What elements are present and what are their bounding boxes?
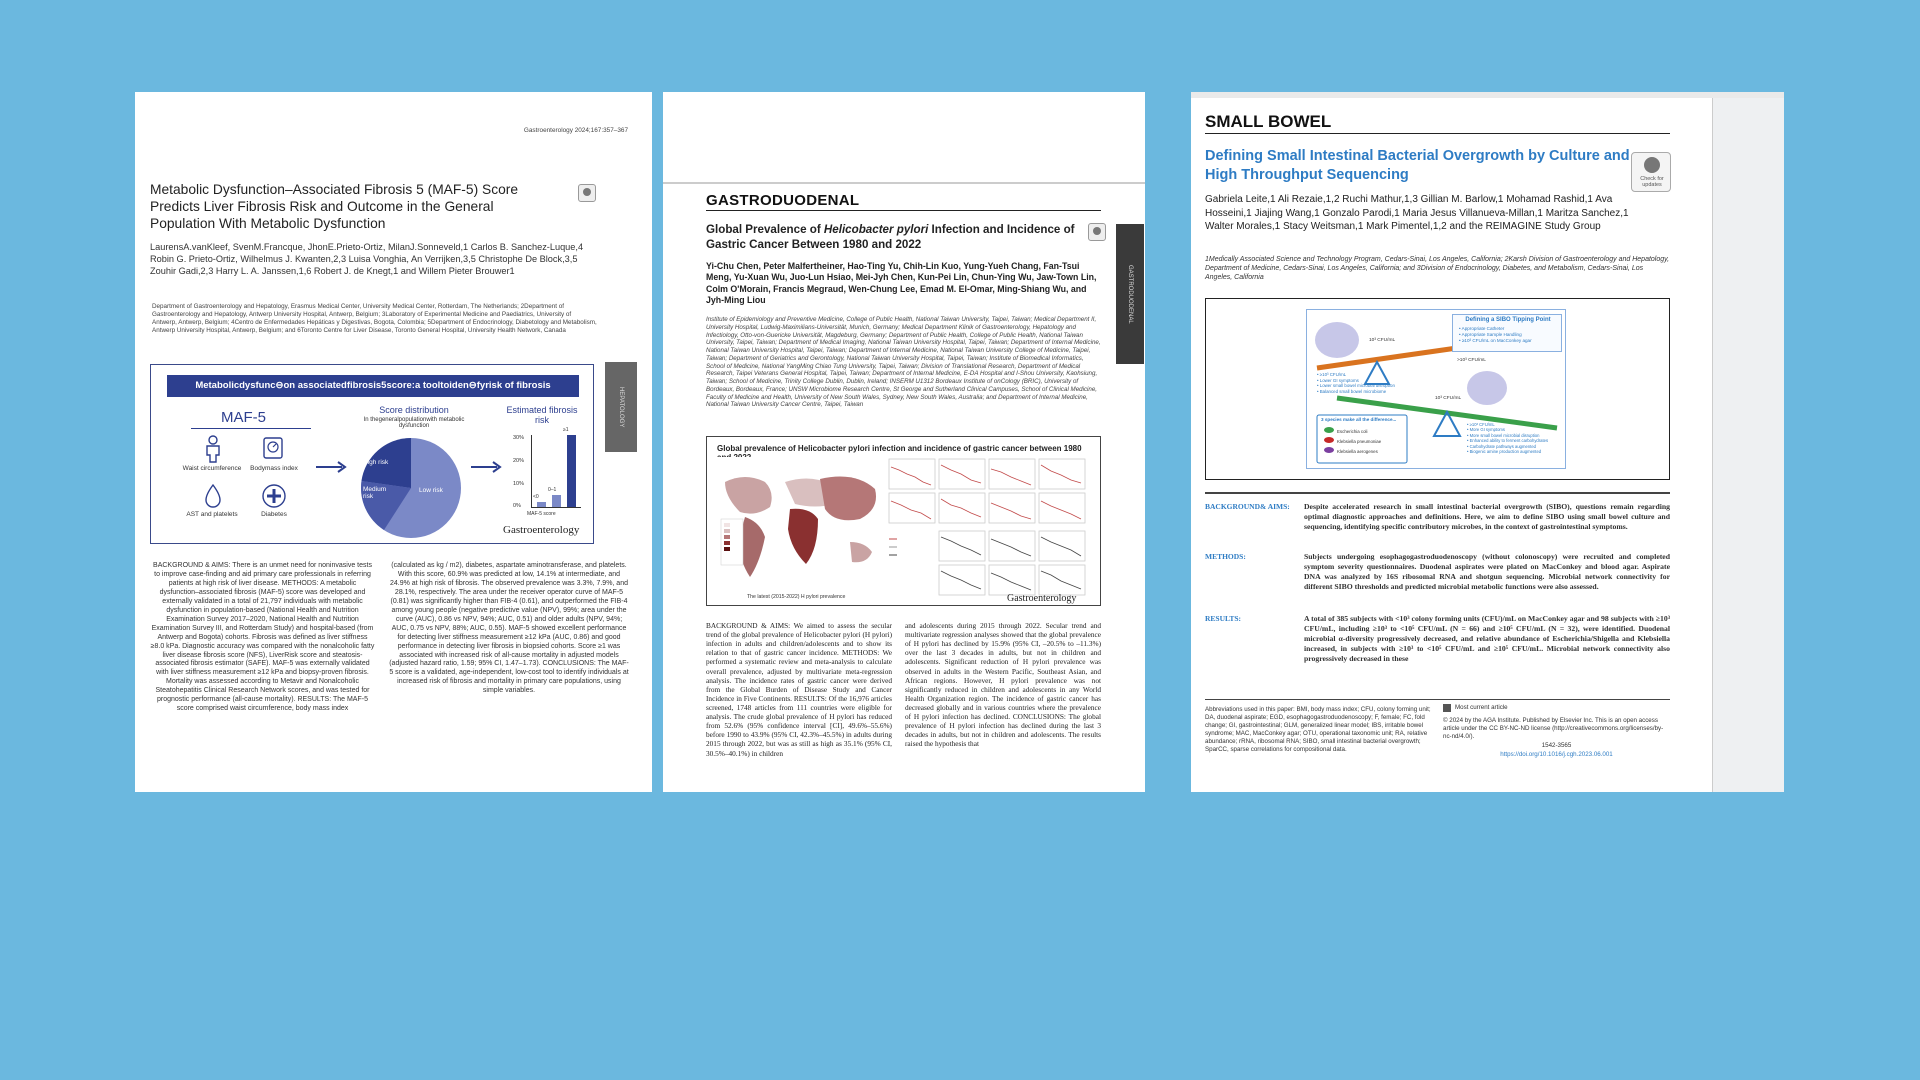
- page-top-strip: [1191, 92, 1784, 98]
- species-title: 3 species make all the difference...: [1321, 417, 1397, 422]
- left-bullet: • ≥10³ CFU/mL: [1317, 372, 1347, 377]
- paper-page-sibo[interactable]: [1191, 92, 1784, 792]
- risk-bar-label: ≥1: [563, 427, 569, 433]
- figure-journal-logo: Gastroenterology: [1007, 593, 1077, 604]
- methods-text: Subjects undergoing esophagogastroduodenoscopy (without colonoscopy) were recruited and completed symptom severity questionnaires. Duodenal aspirates were plated on MacConkey and blood agar. Aspirate DNA was analyzed by 16S ribosomal RNA and shotgun sequencing. Microbial network connectivity for different SIBO thresholds and predicted microbial metabolic functions were also assessed.: [1304, 552, 1670, 591]
- affiliations: Institute of Epidemiology and Preventive Medicine, College of Public Health, National Taiwan University, Taipei, Taiwan; Medical Department II, University Hospital, Ludwig-Maximilians-Universität, Munich, Germany; Medical Department Klinik of Gastroenterology, Hepatology and Infectiology, Otto-von-Guericke Universität, Magdeburg, Germany; Department of Public Health, College of Public Health, National Taiwan University, Taipei, Taiwan; Department of Medical Imaging, National Taiwan University Hospital, Taipei, Taiwan; Department of Internal Medicine, National Taiwan University Hospital, Taipei, Taiwan; Department of Internal Medicine, National Taiwan University College of Medicine, Taipei, Taiwan; Department of Geriatrics and Gerontology, National Taiwan University Hospital, Taipei, Taiwan; Institute of Biomedical Informatics, School of Medicine, National YangMing Chiao Tung University, Taipei, Taiwan; Division of Translational Research, Department of Medical Research, Taipei Veterans General Hospital, Taipei, Taiwan; Department of Internal Medicine, E-DA Hospital and I-Shou University, Kaohsiung, Taiwan; School of Medicine, Trinity College Dublin, Dublin, Ireland; INSERM U1312 Bordeaux Institute of onCology (BRIC), University of Bordeaux, Bordeaux, France; UNSW Microbiome Research Centre, St George and Sutherland Clinical Campuses, School of Clinical Medicine, Faculty of Medicine and Health, University of New South Wales, Sydney, New South Wales, Australia; and Department of Internal Medicine, National Taiwan University Cancer Centre, Taipei, Taiwan: [706, 316, 1101, 409]
- divider: [191, 428, 311, 429]
- affiliations: Department of Gastroenterology and Hepatology, Erasmus Medical Center, University Medical Center, Rotterdam, The Netherlands; 2Department of Gastroenterology and Hepatology, Antwerp University Hospital, Antwerp, Belgium; 3Laboratory of Experimental Medicine and Paediatrics, University of Antwerp, Antwerp, Belgium; 4Centro de Enfermedades Hepáticas y Digestivas, Bogota, Colombia; 5Department of Endocrinology, Diabetology and Metabolism, Antwerp University Hospital, Antwerp, Belgium; and 6Toronto Centre for Liver Disease, Toronto General Hospital, University Health Network, Canada: [152, 303, 597, 334]
- gastroduodenal-side-tab: GASTRODUODENAL: [1116, 224, 1144, 364]
- figure-title: Global prevalence of Helicobacter pylori infection and incidence of gastric cancer between 1980: [717, 444, 1082, 453]
- copyright: © 2024 by the AGA Institute. Published by Elsevier Inc. This is an open access article under the CC BY-NC-ND license (http://creativecommons.org/licenses/by-nc-nd/4.0/).: [1443, 717, 1664, 740]
- abstract-column-right: (calculated as kg / m2), diabetes, aspartate aminotransferase, and platelets. With this score, 60.9% was predicted at low, 14.1% at intermediate, and 24.9% at high risk of fibrosis. The observed prevalence was 3.3%, 7.9%, and 28.1%, respectively. The area under the receiver operator curve of MAF-5 (0.81) was significantly higher than FIB-4 (0.61), and outperformed the FIB-4 among young people (negative predictive value (NPV), 99%; area under the curve (AUC), 0.86 vs NPV, 94%; AUC, 0.51) and older adults (NPV, 94%; AUC, 0.75 vs NPV, 88%; AUC, 0.55). MAF-5 showed excellent performance for detecting liver stiffness measurement ≥12 kPa (AUC, 0.86) and good performance in detecting liver fibrosis in biopsied cohorts. Score ≥1 was associated with increased risk of all-cause mortality in adjusted models (adjusted hazard ratio, 1.59; 95% CI, 1.47–1.73). CONCLUSIONS: The MAF-5 score is a validated, age-independent, low-cost tool to identify individuals at increased risk of fibrosis and mortality in primary care populations, using simple variables.: [389, 562, 629, 695]
- right-bullet: • Biogenic amine production augmented: [1467, 448, 1542, 454]
- hepatology-side-tab: HEPATOLOGY: [605, 362, 637, 452]
- right-bullet: • ≥10³ CFU/mL: [1467, 422, 1495, 427]
- tipping-item: • Appropriate Catheter: [1459, 326, 1505, 331]
- figure-inner: [1306, 309, 1566, 469]
- tipping-items: [1459, 326, 1532, 344]
- medium-risk-label: Medium risk: [363, 486, 387, 500]
- check-updates-icon[interactable]: [1088, 223, 1106, 241]
- right-bullet: • More GI symptoms: [1467, 427, 1505, 433]
- footer-rule: [1205, 699, 1670, 700]
- y-tick: 20%: [513, 458, 525, 464]
- bmi-label: Bodymass index: [250, 465, 298, 472]
- risk-bar: [537, 502, 546, 507]
- issn: 1542-3565: [1541, 742, 1572, 749]
- species-item: Klebsiella pneumoniae: [1337, 438, 1382, 444]
- mid-threshold-label: 10³ CFU/mL: [1435, 396, 1462, 401]
- trend-panels: [887, 457, 1095, 602]
- methods-label: METHODS:: [1205, 552, 1246, 561]
- risk-bar-label: 0–1: [548, 487, 557, 493]
- y-tick: 0%: [513, 503, 521, 509]
- ast-label: AST and platelets: [186, 511, 238, 518]
- author-list: Gabriela Leite,1 Ali Rezaie,1,2 Ruchi Mathur,1,3 Gillian M. Barlow,1 Mohamad Rashid,1 Ava Hosseini,1 Jiajing Wang,1 Gonzalo Parodi,1 Maria Jesus Villanueva-Millan,1 Maritza Sanchez,1 Walter Morales,1 Stacy Weitsman,1 Mark Pimentel,1,2 and the REIMAGINE Study Group: [1205, 194, 1629, 232]
- right-bullet: • More small bowel microbial disruption: [1467, 432, 1540, 438]
- results-text: A total of 385 subjects with <10³ colony forming units (CFU)/mL on MacConkey agar and 98 subjects with ≥10³ CFU/mL, including ≥10³ to <10⁵ CFU/mL (N = 66) and ≥10⁵ CFU/mL (N = 32), were identified. Duodenal microbial α-diversity progressively decreased, and relative abundance of Escherichia/Shigella and Klebsiella increased, in subjects with ≥10³ to <10⁵ CFU/mL and ≥10⁵ CFU/mL. Microbial network connectivity also progressively decreased in these: [1304, 614, 1670, 663]
- check-updates-label: Check for updates: [1640, 176, 1664, 189]
- waist-label: Waist circumference: [182, 465, 242, 472]
- tipping-item: • Appropriate Sample Handling: [1459, 331, 1522, 337]
- figure-header: Metabolicdysfunc⊖on associatedfibrosis5score:a tooltoiden⊖fyrisk of fibrosis: [167, 375, 579, 397]
- tipping-point-box: [1452, 314, 1562, 352]
- paper-page-hpylori[interactable]: [663, 92, 1145, 792]
- graphical-abstract: [150, 364, 594, 544]
- species-item: Klebsiella aerogenes: [1337, 448, 1378, 454]
- background-label: BACKGROUND& AIMS:: [1205, 502, 1290, 511]
- left-bullets: [1317, 372, 1395, 395]
- diabetes-label: Diabetes: [261, 511, 287, 518]
- score-distribution-sub: In thegeneralpopulationwith metabolic dysfunction: [363, 417, 465, 429]
- graphical-abstract: [706, 436, 1101, 606]
- page-top-gap: [663, 92, 1145, 184]
- abstract-rule: [1205, 492, 1670, 494]
- risk-bar: [567, 435, 576, 507]
- score-distribution-label: Score distribution: [379, 405, 449, 415]
- low-risk-label: Low risk: [419, 487, 443, 494]
- map-caption: The latest (2015-2022) H pylori prevalence: [747, 594, 846, 600]
- check-updates-icon[interactable]: [578, 184, 596, 202]
- section-rule: [1205, 133, 1670, 134]
- title-part: Global Prevalence of: [706, 223, 824, 236]
- affiliations: 1Medically Associated Science and Technology Program, Cedars-Sinai, Los Angeles, California; 2Karsh Division of Gastroenterology and Hepatology, Department of Medicine, Cedars-Sinai, Los Angeles, California; and 3Division of Endocrinology, Diabetes, and Metabolism, Cedars-Sinai, Los Angeles, California: [1205, 256, 1670, 281]
- title-part: Infection and Incidence of Gastric Cancer Between 1980 and 2022: [706, 223, 1075, 252]
- right-margin-panel: [1712, 98, 1784, 792]
- abstract-column-left: BACKGROUND & AIMS: There is an unmet need for noninvasive tests to improve case-finding and aid primary care professionals in referring patients at high risk of liver disease. METHODS: A metabolic dysfunction–associated fibrosis (MAF-5) score was developed and externally validated in a total of 21,797 individuals with metabolic dysfunction in population-based (National Health and Nutrition Examination Survey 2017–2020, National Health and Nutrition Examination Survey III, and Rotterdam Study) and hospital-based (from Antwerp and Bogota) cohorts. Fibrosis was defined as liver stiffness ≥8.0 kPa. Diagnostic accuracy was compared with the nonalcoholic fatty liver disease fibrosis score (NFS), LiverRisk score and steatosis-associated fibrosis estimator (SAFE). MAF-5 was externally validated with liver stiffness measurement ≥12 kPa and biopsy-proven fibrosis. Mortality was assessed according to Metavir and Nonalcoholic Steatohepatitis Clinical Research Network scores, and was tested for prognostic performance (all-cause mortality). RESULTS: The MAF-5 score comprised waist circumference, body mass index: [150, 562, 375, 713]
- author-list: LaurensA.vanKleef, SvenM.Francque, JhonE.Prieto-Ortiz, MilanJ.Sonneveld,1 Carlos B. Sanchez-Luque,4 Robin G. Prieto-Ortiz, Wilhelmus J. Kwanten,2,3 Luisa Vonghia, An Verrijken,3,5 Christophe De Block,3,5 Zouhir Gadi,2,3 Harry L. A. Janssen,1,6 Robert J. de Knegt,1 and Willem Pieter Brouwer1: [150, 242, 584, 276]
- section-label: SMALL BOWEL: [1205, 112, 1332, 131]
- right-bullets: [1467, 422, 1548, 454]
- right-threshold-label: >10³ CFU/mL: [1457, 358, 1486, 363]
- abstract-column-left: BACKGROUND & AIMS: We aimed to assess the secular trend of the global prevalence of Helicobacter pylori (H pylori) infection in adults and children/adolescents and to show its relation to that of gastric cancer incidence. METHODS: We performed a systematic review and meta-analysis to calculate overall prevalence, adjusted by multivariate meta-regression analysis. The incidence rates of gastric cancer were derived from the Global Burden of Disease Study and Cancer Incidence in Five Continents. RESULTS: Of the 16,976 articles screened, 1748 articles from 111 countries were eligible for analysis. The crude global prevalence of H pylori has reduced from 52.6% (95% confidence interval [CI], 49.6%–55.6%) before 1990 to 43.9% (95% CI, 42.3%–45.5%) in adults during 2015 through 2022, but was as still as high as 35.1% (95% CI, 30.5%–40.1%) in children: [706, 621, 892, 758]
- tipping-title: Defining a SIBO Tipping Point: [1465, 317, 1551, 323]
- doi-link[interactable]: https://doi.org/10.1016/j.cgh.2023.06.001: [1500, 751, 1613, 758]
- maf5-label: MAF-5: [221, 409, 266, 426]
- left-bullet: • Lower GI symptoms: [1317, 377, 1359, 383]
- y-tick: 30%: [513, 435, 525, 441]
- diabetes-icon: [261, 483, 287, 509]
- blood-drop-icon: [203, 483, 223, 509]
- fibrosis-risk-bar-chart: [513, 427, 583, 515]
- risk-bar-label: <0: [533, 494, 539, 501]
- author-list: Yi-Chu Chen, Peter Malfertheiner, Hao-Ting Yu, Chih-Lin Kuo, Yung-Yueh Chang, Fan-Tsui Meng, Yu-Xuan Wu, Juo-Lun Hsiao, Mei-Jyh Chen, Kun-Pei Lin, Chun-Ying Wu, Jaw-Town Lin, Colm O'Morain, Francis Megraud, Wen-Chung Lee, Emad M. El-Omar, Ming-Shiang Wu, and Jyh-Ming Liou: [706, 261, 1097, 306]
- y-tick: 10%: [513, 481, 525, 487]
- left-bullet: • Lower small bowel microbial disruption: [1317, 383, 1395, 389]
- title-species: Helicobacter pylori: [823, 223, 929, 236]
- section-rule: [706, 210, 1101, 211]
- section-label: GASTRODUODENAL: [706, 192, 860, 209]
- paper-title: Metabolic Dysfunction–Associated Fibrosis 5 (MAF-5) Score Predicts Liver Fibrosis Risk and Outcome in the General Population With Metabolic Dysfunction: [150, 182, 519, 231]
- arrow-right-icon: [316, 461, 350, 473]
- x-axis: [531, 507, 581, 508]
- right-bullet: • Enhanced ability to ferment carbohydrates: [1467, 438, 1549, 444]
- graphical-abstract: [1205, 298, 1670, 480]
- check-updates-icon: [1644, 157, 1660, 173]
- scale-icon: [261, 435, 285, 461]
- x-axis-label: MAF-5 score: [527, 511, 556, 517]
- figure-journal-logo: Gastroenterology: [503, 524, 580, 536]
- left-bullet: • Balanced small bowel microbiome: [1317, 389, 1387, 395]
- results-label: RESULTS:: [1205, 614, 1241, 623]
- most-current-icon: [1443, 704, 1451, 712]
- paper-title: Defining Small Intestinal Bacterial Overgrowth by Culture and High Throughput Sequencing: [1205, 148, 1630, 183]
- tipping-item: • ≥10³ CFU/mL on MacConkey agar: [1459, 337, 1532, 343]
- high-risk-label: High risk: [363, 459, 389, 466]
- risk-bar: [552, 495, 561, 507]
- most-current-label: Most current article: [1455, 704, 1508, 711]
- abstract-column-right: and adolescents during 2015 through 2022. Secular trend and multivariate regression analyses showed that the global prevalence of H pylori has declined by 15.9% (95% CI, –20.5% to –11.3%) over the last 3 decades in adults, but not in children and adolescents. Significant reduction of H pylori prevalence was observed in adults in the Western Pacific, Southeast Asian, and African regions. However, H pylori prevalence was not significantly reduced in children and adolescents in any World Health Organization region. The incidence of gastric cancer has decreased globally and in various countries where the prevalence of H pylori infection has declined. CONCLUSIONS: The global prevalence of H pylori infection has declined during the last 3 decades in adults, but not in children and adolescents. The results raised the hypothesis that: [905, 621, 1101, 749]
- left-threshold-label: 10³ CFU/mL: [1369, 338, 1396, 343]
- species-item: Escherichia coli: [1337, 429, 1368, 434]
- y-axis: [531, 435, 532, 507]
- species-list: [1337, 427, 1381, 457]
- waist-icon: [203, 435, 223, 463]
- journal-reference: Gastroenterology 2024;167:357–367: [523, 127, 628, 134]
- paper-page-maf5[interactable]: [135, 92, 652, 792]
- estimated-risk-label: Estimated fibrosis risk: [506, 405, 578, 425]
- check-updates-button[interactable]: [1631, 152, 1671, 192]
- arrow-right-icon: [471, 461, 505, 473]
- abbreviations: Abbreviations used in this paper: BMI, body mass index; CFU, colony forming unit; DA, duodenal aspirate; EGD, esophagogastroduodenoscopy; F, female; FC, fold change; GI, gastrointestinal; GLM, generalized linear model; IBS, irritable bowel syndrome; MAC, MacConkey agar; OTU, operational taxonomic unit; RA, relative abundance; rRNA, ribosomal RNA; SIBO, small intestinal bacterial overgrowth; SparCC, sparse correlations for compositional data.: [1205, 706, 1431, 753]
- paper-title: [706, 222, 1081, 252]
- world-prevalence-map: [715, 457, 885, 602]
- right-bullet: • Carbohydrate pathways augmented: [1467, 443, 1536, 449]
- background-text: Despite accelerated research in small intestinal bacterial overgrowth (SIBO), questions remain regarding optimal diagnostic approaches and definitions. Here, we aim to define SIBO using small bowel culture and sequencing, identifying specific contributory microbes, in the context of gastrointestinal symptoms.: [1304, 502, 1670, 531]
